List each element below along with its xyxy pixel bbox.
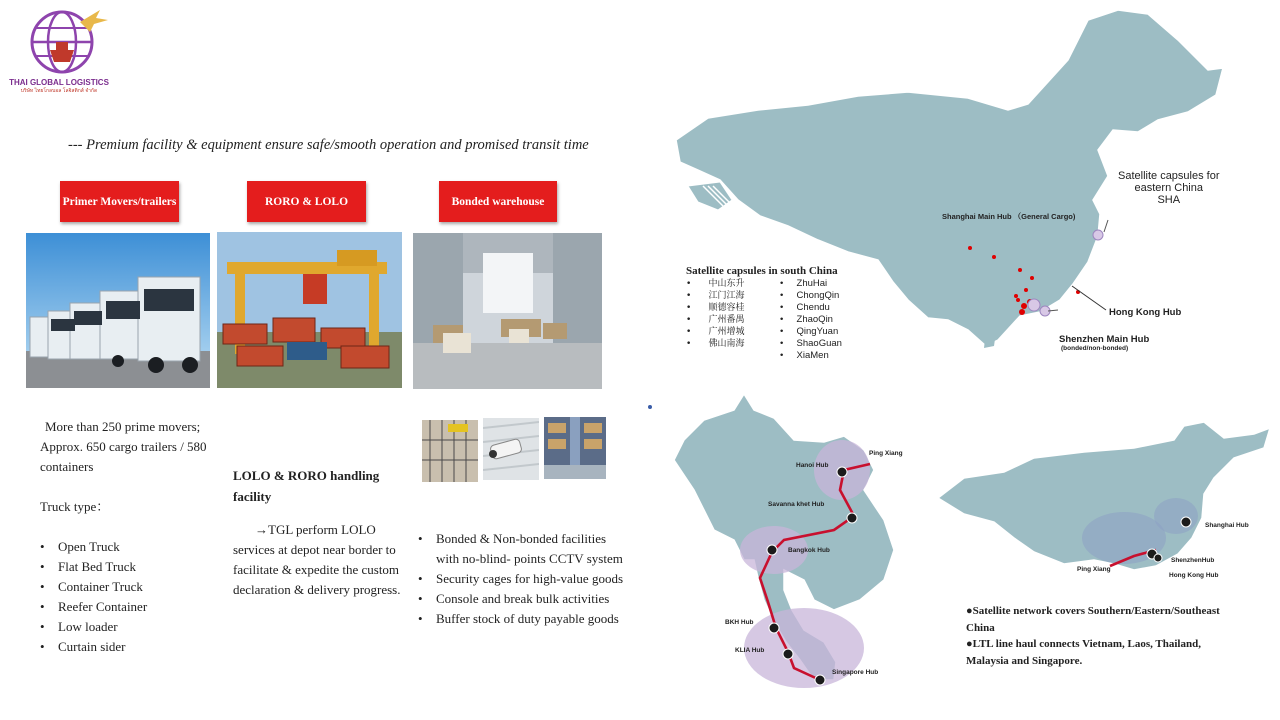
movers-desc-line2: Approx. 650 cargo trailers / 580 <box>40 439 207 454</box>
arrow-icon: → <box>255 522 268 537</box>
south-china-title: Satellite capsules in south China <box>686 265 838 277</box>
city-cn-item: • 顺德容桂 <box>686 303 745 313</box>
note2-line1: ●LTL line haul connects Vietnam, Laos, Thailand, <box>966 638 1201 650</box>
city-cn-item: • 中山东升 <box>686 279 745 289</box>
city-cn-item: • 广州番禺 <box>686 315 745 325</box>
roro-lolo-photo <box>217 232 402 388</box>
roro-desc-line1: TGL perform LOLO <box>268 522 376 537</box>
movers-description <box>40 417 215 477</box>
note2-line2: Malaysia and Singapore. <box>966 654 1083 667</box>
hanoi-hub-label: Hanoi Hub <box>796 462 829 469</box>
city-cn-item: • 佛山南海 <box>686 339 745 349</box>
bonded-feature-item <box>418 529 623 569</box>
hongkong-hub-label: Hong Kong Hub <box>1109 307 1182 318</box>
satellite-east-line2: eastern China <box>1134 182 1203 194</box>
bonded-features-list <box>418 529 623 629</box>
roro-heading-line1: LOLO & RORO handling <box>233 468 380 483</box>
bangkok-hub-label: Bangkok Hub <box>788 547 830 554</box>
shenzhen-hub-label: ShenzhenHub <box>1171 557 1215 564</box>
roro-desc-line4: declaration & delivery progress. <box>233 582 401 597</box>
decorative-dot <box>648 405 652 409</box>
bkh-hub-label: BKH Hub <box>725 619 754 626</box>
singapore-hub-label: Singapore Hub <box>832 669 879 676</box>
savanna-khet-hub-label: Savanna khet Hub <box>768 501 825 508</box>
truck-type-item: • Low loader <box>40 617 147 637</box>
city-en-item: • ChongQin <box>780 290 840 301</box>
hongkong-hub-small-label: Hong Kong Hub <box>1169 572 1219 579</box>
movers-desc-line1: More than 250 prime movers; <box>45 419 201 434</box>
shanghai-main-hub-label: Shanghai Main Hub （General Cargo) <box>942 212 1076 221</box>
truck-type-item: • Open Truck <box>40 537 147 557</box>
shenzhen-main-hub-label: Shenzhen Main Hub <box>1059 334 1150 345</box>
roro-heading-line2: facility <box>233 489 272 504</box>
truck-type-list <box>40 537 147 657</box>
city-en-item: • QingYuan <box>780 326 839 337</box>
movers-desc-line3: containers <box>40 459 94 474</box>
city-en-item: • ShaoGuan <box>780 338 842 349</box>
satellite-east-line3: SHA <box>1157 194 1181 206</box>
klia-hub-label: KLIA Hub <box>735 647 765 654</box>
bonded-feature-item: • Buffer stock of duty payable goods <box>418 609 623 629</box>
cctv-camera-photo <box>483 418 539 480</box>
roro-desc-line3: facilitate & expedite the custom <box>233 562 400 577</box>
roro-description <box>233 520 401 600</box>
bonded-feature-item: • Console and break bulk activities <box>418 589 623 609</box>
truck-type-label: Truck type： <box>40 499 110 514</box>
city-cn-item: • 广州增城 <box>686 327 745 337</box>
cities-en-list <box>780 278 842 362</box>
city-cn-item: • 江门江海 <box>686 291 745 301</box>
warehouse-photo <box>413 233 602 389</box>
shenzhen-sub-label: (bonded/non-bonded) <box>1061 345 1129 352</box>
city-en-item: • Chendu <box>780 302 830 313</box>
pingxiang-small-label: Ping Xiang <box>1077 566 1111 573</box>
security-cage-photo <box>422 420 478 482</box>
network-notes <box>966 603 1220 669</box>
roro-heading <box>233 465 379 507</box>
tagline: --- Premium facility & equipment ensure safe/smooth operation and promised transit time <box>68 137 589 153</box>
label-bonded-warehouse: Bonded warehouse <box>439 181 557 222</box>
truck-type-item: • Container Truck <box>40 577 147 597</box>
satellite-east-label <box>1118 170 1220 206</box>
shanghai-hub-label: Shanghai Hub <box>1205 522 1249 529</box>
roro-desc-line2: services at depot near border to <box>233 542 396 557</box>
city-en-item: • ZhuHai <box>780 278 828 289</box>
note1-line1: ●Satellite network covers Southern/Eastern/Southeast <box>966 605 1220 617</box>
bonded-feature-1-line1: Bonded & Non-bonded facilities <box>436 531 607 546</box>
label-roro-lolo: RORO & LOLO <box>247 181 366 222</box>
bonded-feature-1-line2: with no-blind- points CCTV system <box>436 551 623 566</box>
southeast-asia-route-map <box>664 390 934 690</box>
logo-subtitle: บริษัท ไทยโกลบอล โลจิสติกส์ จำกัด <box>20 88 98 94</box>
trucks-photo <box>26 233 210 388</box>
city-en-item: • XiaMen <box>780 350 829 361</box>
truck-type-item: • Curtain sider <box>40 637 147 657</box>
truck-type-item: • Reefer Container <box>40 597 147 617</box>
truck-type-item: • Flat Bed Truck <box>40 557 147 577</box>
label-prime-movers: Primer Movers/trailers <box>60 181 179 222</box>
satellite-east-line1: Satellite capsules for <box>1118 170 1220 182</box>
city-en-item: • ZhaoQin <box>780 314 833 325</box>
warehouse-rack-photo <box>544 417 606 479</box>
note1-line2: China <box>966 621 995 634</box>
logo-name: THAI GLOBAL LOGISTICS <box>9 78 109 87</box>
pingxiang-label: Ping Xiang <box>869 450 903 457</box>
cities-cn-list <box>686 278 744 350</box>
bonded-feature-item: • Security cages for high-value goods <box>418 569 623 589</box>
